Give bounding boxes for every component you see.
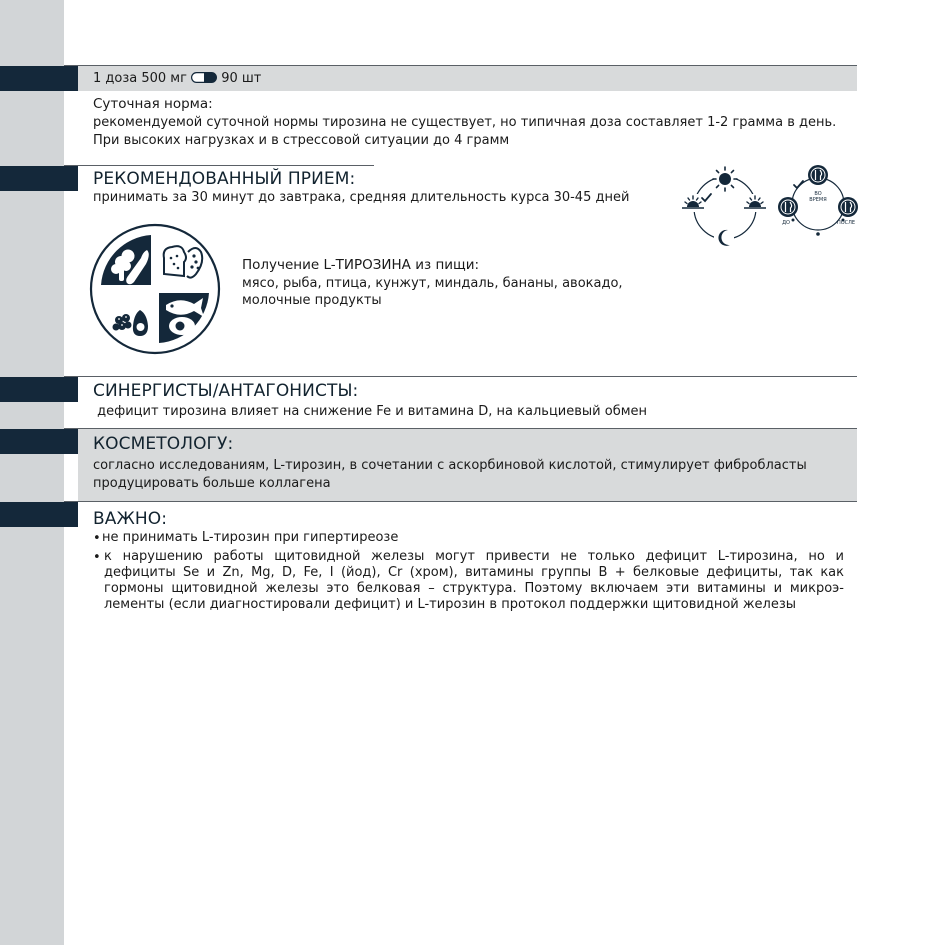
daily-norm-line-2: При высоких нагрузках и в стрессовой ситуации до 4 грамм: [93, 133, 510, 148]
food-heading: Получение L-ТИРОЗИНА из пищи:: [242, 257, 480, 273]
recommended-heading: РЕКОМЕНДОВАННЫЙ ПРИЕМ:: [93, 169, 356, 189]
section-marker: [0, 166, 78, 191]
important-bullet-2-line-4: лементы (если диагностировали дефицит) и L-тирозин в протокол поддержки щитовидной железы: [104, 597, 797, 612]
important-bullet-1: не принимать L-тирозин при гипертиреозе: [102, 530, 399, 545]
time-of-day-icon: [678, 160, 773, 252]
daily-norm-line-1: рекомендуемой суточной нормы тирозина не существует, но типичная доза составляет 1-2 грамма в день.: [93, 115, 837, 130]
synergists-text: дефицит тирозина влияет на снижение Fe и витамина D, на кальциевый обмен: [93, 404, 648, 419]
recommended-text: принимать за 30 минут до завтрака, средняя длительность курса 30-45 дней: [93, 190, 630, 205]
important-heading: ВАЖНО:: [93, 509, 168, 529]
cosmetologist-line-2: продуцировать больше коллагена: [93, 476, 331, 491]
section-marker: [0, 377, 78, 402]
dose-count: 90 шт: [221, 71, 262, 86]
section-marker: [0, 66, 78, 91]
cosmetologist-line-1: согласно исследованиям, L-тирозин, в сочетании с аскорбиновой кислотой, стимулирует фибробласты: [93, 458, 807, 473]
divider: [64, 501, 857, 502]
divider: [64, 376, 857, 377]
section-marker: [0, 429, 78, 454]
important-bullet-2-line-3: гормоны щитовидной железы это белковая – структура. Поэтому включаем эти витамины и микроэ-: [104, 581, 844, 596]
meal-label-after: ПОСЛЕ: [836, 220, 856, 226]
dose-amount: 1 доза 500 мг: [93, 71, 187, 86]
food-circle-icon: [88, 222, 222, 356]
meal-label-during-1: ВО: [814, 191, 822, 197]
meal-label-during-2: ВРЕМЯ: [809, 197, 827, 203]
capsule-icon: [191, 72, 217, 83]
dose-line: [93, 71, 261, 87]
daily-norm-heading: Суточная норма:: [93, 96, 213, 112]
cosmetologist-heading: КОСМЕТОЛОГУ:: [93, 434, 234, 454]
important-bullet-2-line-1: к нарушению работы щитовидной железы могут привести не только дефицит L-тирозина, но и: [104, 549, 844, 564]
divider: [64, 165, 374, 166]
important-bullet-2-line-2: дефициты Se и Zn, Mg, D, Fe, I (йод), Cr (хром), витамины группы В + белковые дефициты, так как: [104, 565, 844, 580]
left-sidebar-strip: [0, 0, 64, 945]
meal-label-before: ДО: [782, 220, 790, 226]
bullet-char: •: [93, 531, 101, 546]
food-line-2: молочные продукты: [242, 293, 382, 308]
meal-timing-icon: [776, 160, 860, 252]
section-marker: [0, 502, 78, 527]
bullet-char: •: [93, 550, 101, 565]
food-line-1: мясо, рыба, птица, кунжут, миндаль, бананы, авокадо,: [242, 276, 623, 291]
synergists-heading: СИНЕРГИСТЫ/АНТАГОНИСТЫ:: [93, 381, 359, 401]
